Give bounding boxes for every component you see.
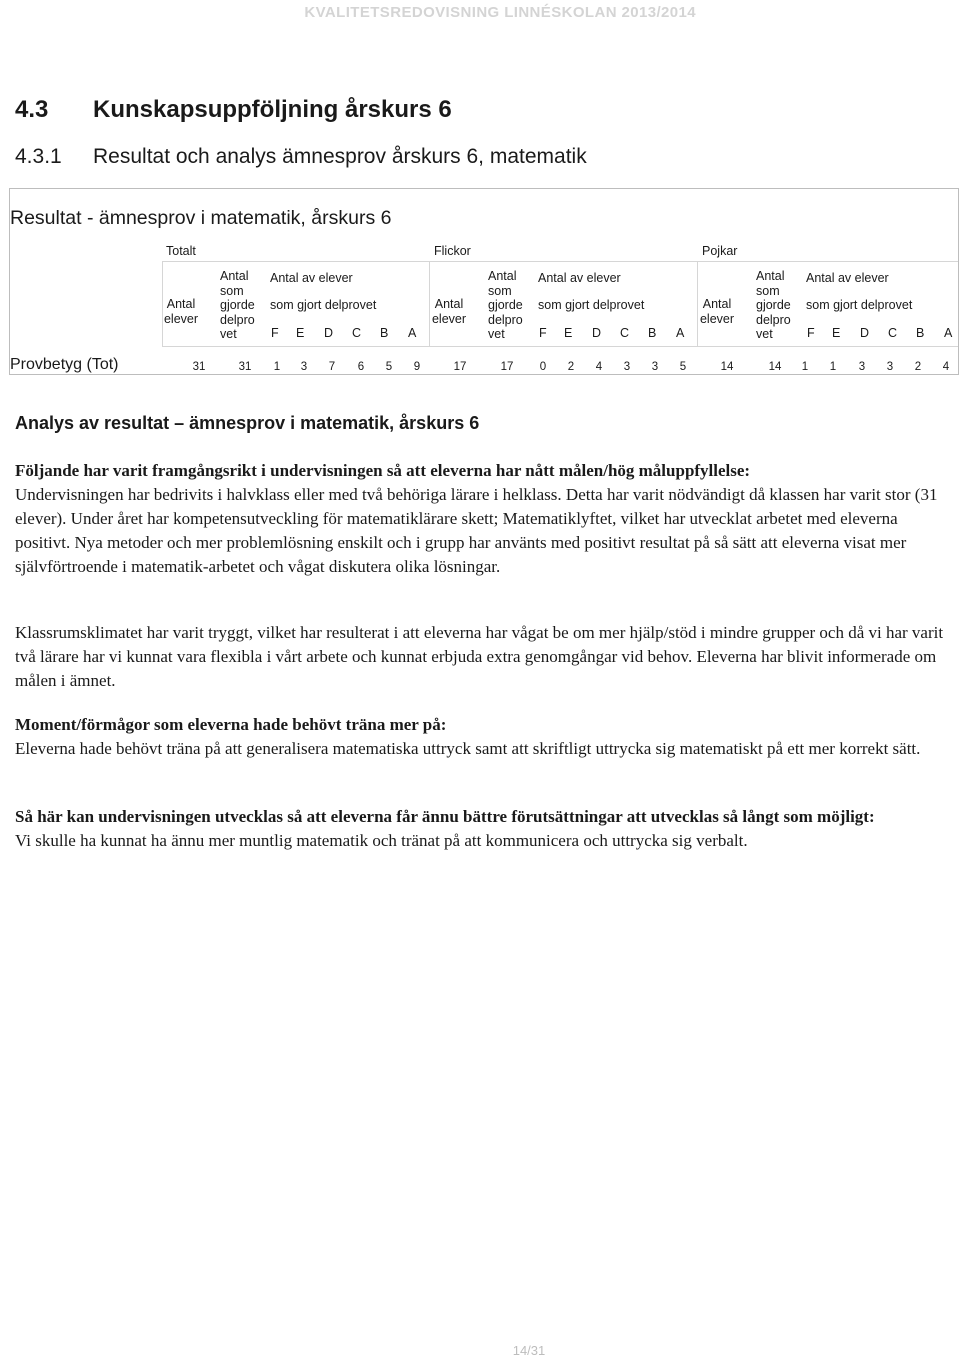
value-cell-flickor: 2 [567, 361, 575, 373]
analysis-paragraph-2: Klassrumsklimatet har varit tryggt, vilket har resulterat i att eleverna har vågat be om mer hjälp/stöd i mindre grupper och då vi har varit två lärare har vi kunnat vara flexibla i vårt arbete och kunnat erbjuda extra genomgångar vid behov. Eleverna har blivit informerade om målen i ämnet. [15, 623, 944, 690]
header-grade-b-pojkar: B [916, 326, 925, 340]
subsection-title: Resultat och analys ämnesprov årskurs 6, matematik [93, 145, 587, 168]
header-grade-d-pojkar: D [860, 326, 870, 340]
value-cell-pojkar: 1 [801, 361, 809, 373]
value-cell-totalt: 31 [238, 361, 252, 373]
header-som-gjort-delprovet-pojkar: som gjort delprovet [806, 298, 913, 312]
value-cell-totalt: 31 [192, 361, 206, 373]
header-grade-c-totalt: C [352, 326, 362, 340]
value-cell-totalt: 9 [413, 361, 421, 373]
paragraph-text: Eleverna hade behövt träna på att generalisera matematiska uttryck samt att skriftligt uttrycka sig matematiskt på ett mer korrekt sätt. [15, 739, 921, 758]
subsection-number: 4.3.1 [15, 145, 62, 168]
header-grade-e-totalt: E [296, 326, 305, 340]
running-header: KVALITETSREDOVISNING LINNÉSKOLAN 2013/2014 [304, 4, 696, 21]
value-cell-pojkar: 14 [720, 361, 734, 373]
header-antal-elever-totalt: Antal elever [163, 297, 199, 326]
section-title: Kunskapsuppföljning årskurs 6 [93, 96, 452, 123]
value-cell-totalt: 3 [300, 361, 308, 373]
subsection-heading [15, 145, 587, 169]
page-number: 14/31 [512, 1343, 546, 1358]
value-cell-flickor: 3 [651, 361, 659, 373]
header-grade-c-pojkar: C [888, 326, 898, 340]
value-cell-pojkar: 3 [886, 361, 894, 373]
value-cell-pojkar: 1 [829, 361, 837, 373]
header-gjort-delprovet-pojkar: Antal som gjorde delpro vet [756, 269, 791, 341]
paragraph-heading: Moment/förmågor som eleverna hade behövt träna mer på: [15, 715, 447, 734]
group-label-pojkar: Pojkar [702, 244, 738, 258]
header-grade-f-totalt: F [271, 326, 279, 340]
table-grid-line [162, 346, 958, 347]
header-antal-elever-flickor: Antal elever [431, 297, 467, 326]
header-grade-f-flickor: F [539, 326, 547, 340]
value-cell-totalt: 1 [273, 361, 281, 373]
group-label-flickor: Flickor [434, 244, 471, 258]
value-cell-flickor: 17 [500, 361, 514, 373]
header-grade-d-totalt: D [324, 326, 334, 340]
analysis-title: Analys av resultat – ämnesprov i matematik, årskurs 6 [15, 413, 480, 433]
section-number: 4.3 [15, 96, 49, 123]
header-antal-elever-pojkar: Antal elever [699, 297, 735, 326]
value-cell-pojkar: 4 [942, 361, 950, 373]
header-grade-b-totalt: B [380, 326, 389, 340]
value-cell-totalt: 7 [328, 361, 336, 373]
results-table-title: Resultat - ämnesprov i matematik, årskurs 6 [10, 207, 392, 229]
header-som-gjort-delprovet-flickor: som gjort delprovet [538, 298, 645, 312]
row-label-provbetyg: Provbetyg (Tot) [10, 356, 119, 373]
value-cell-pojkar: 14 [768, 361, 782, 373]
header-grade-a-totalt: A [408, 326, 417, 340]
header-antal-av-elever-pojkar: Antal av elever [806, 271, 889, 285]
group-label-totalt: Totalt [166, 244, 196, 258]
analysis-paragraph-3 [15, 713, 945, 761]
value-cell-flickor: 17 [453, 361, 467, 373]
value-cell-totalt: 5 [385, 361, 393, 373]
value-cell-flickor: 3 [623, 361, 631, 373]
header-grade-c-flickor: C [620, 326, 630, 340]
table-grid-line [162, 261, 958, 262]
header-antal-av-elever-flickor: Antal av elever [538, 271, 621, 285]
header-grade-e-flickor: E [564, 326, 573, 340]
analysis-paragraph-4 [15, 805, 945, 853]
header-gjort-delprovet-totalt: Antal som gjorde delpro vet [220, 269, 255, 341]
header-grade-b-flickor: B [648, 326, 657, 340]
header-grade-a-flickor: A [676, 326, 685, 340]
value-cell-flickor: 5 [679, 361, 687, 373]
header-grade-e-pojkar: E [832, 326, 841, 340]
header-grade-a-pojkar: A [944, 326, 953, 340]
section-heading [15, 96, 452, 124]
header-grade-f-pojkar: F [807, 326, 815, 340]
header-som-gjort-delprovet-totalt: som gjort delprovet [270, 298, 377, 312]
value-cell-flickor: 4 [595, 361, 603, 373]
value-cell-pojkar: 3 [858, 361, 866, 373]
paragraph-text: Undervisningen har bedrivits i halvklass eller med två behöriga lärare i helklass. Detta har varit nödvändigt då klassen har varit stor (31 elever). Under året har kompetensutveckling för matematiklärare skett; Matematiklyftet, vilket har utvecklat arbetet med eleverna positivt. Nya metoder och mer problemlösning enskilt och i grupp har använts med positivt resultat på så sätt att eleverna visat mer självförtroende i matematik-arbetet och vågat diskutera olika lösningar. [15, 485, 938, 576]
analysis-paragraph-1 [15, 459, 945, 579]
header-grade-d-flickor: D [592, 326, 602, 340]
header-antal-av-elever-totalt: Antal av elever [270, 271, 353, 285]
value-cell-totalt: 6 [357, 361, 365, 373]
value-cell-flickor: 0 [539, 361, 547, 373]
paragraph-text: Vi skulle ha kunnat ha ännu mer muntlig matematik och tränat på att kommunicera och uttrycka sig verbalt. [15, 831, 748, 850]
value-cell-pojkar: 2 [914, 361, 922, 373]
paragraph-heading: Följande har varit framgångsrikt i undervisningen så att eleverna har nått målen/hög måluppfyllelse: [15, 461, 751, 480]
paragraph-heading: Så här kan undervisningen utvecklas så att eleverna får ännu bättre förutsättningar att utvecklas så långt som möjligt: [15, 807, 875, 826]
header-gjort-delprovet-flickor: Antal som gjorde delpro vet [488, 269, 523, 341]
